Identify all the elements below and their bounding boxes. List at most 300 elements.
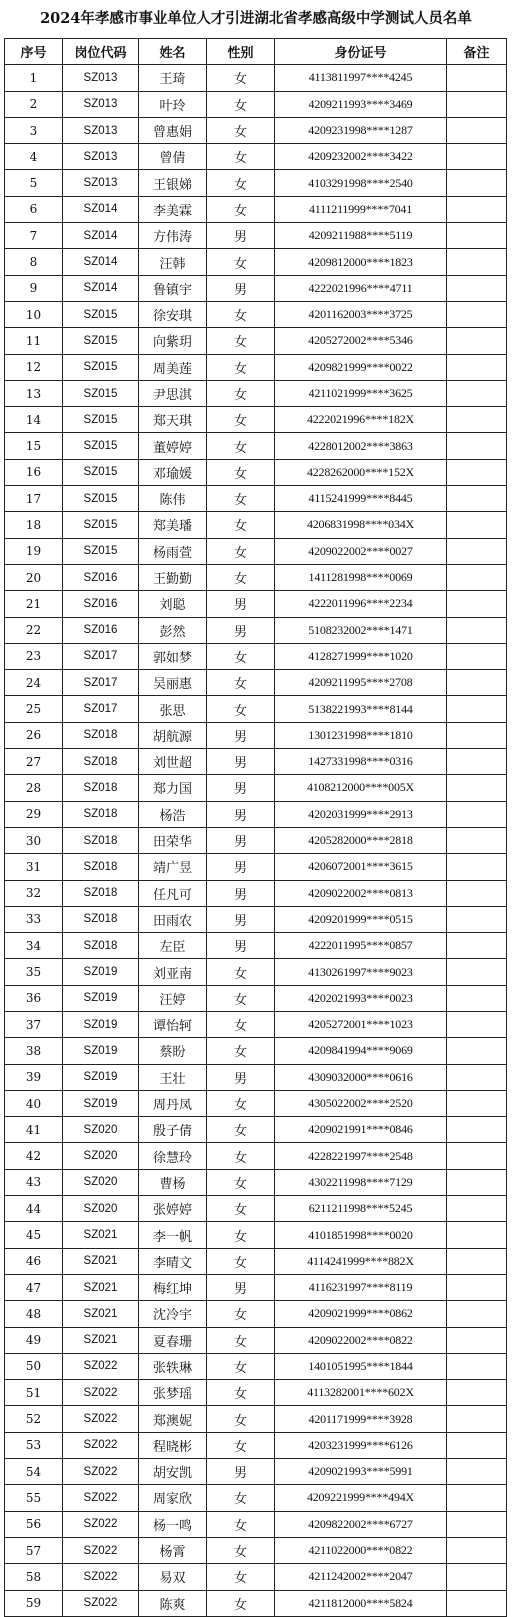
name-cell: 陈爽 [139, 1590, 207, 1616]
post-code-cell: SZ018 [63, 827, 139, 853]
remarks-cell [447, 1169, 507, 1195]
roster-table [4, 38, 507, 1617]
post-code-cell: SZ019 [63, 959, 139, 985]
post-code-cell: SZ015 [63, 380, 139, 406]
seq-cell: 4 [5, 144, 63, 170]
seq-cell: 12 [5, 354, 63, 380]
table-row [5, 854, 507, 880]
post-code-cell: SZ021 [63, 1248, 139, 1274]
seq-cell: 8 [5, 249, 63, 275]
table-row [5, 1169, 507, 1195]
remarks-cell [447, 1090, 507, 1116]
table-row [5, 1459, 507, 1485]
id-number-cell: 4201171999****3928 [275, 1406, 447, 1432]
table-row [5, 1143, 507, 1169]
post-code-cell: SZ022 [63, 1459, 139, 1485]
table-row [5, 1117, 507, 1143]
gender-cell: 女 [207, 1537, 275, 1563]
header-row [5, 39, 507, 65]
header-seq: 序号 [5, 39, 63, 65]
header-remarks: 备注 [447, 39, 507, 65]
remarks-cell [447, 433, 507, 459]
remarks-cell [447, 643, 507, 669]
gender-cell: 女 [207, 1353, 275, 1379]
remarks-cell [447, 1537, 507, 1563]
remarks-cell [447, 670, 507, 696]
table-row [5, 1274, 507, 1300]
gender-cell: 女 [207, 1406, 275, 1432]
seq-cell: 44 [5, 1196, 63, 1222]
id-number-cell: 4206831998****034X [275, 512, 447, 538]
post-code-cell: SZ017 [63, 643, 139, 669]
table-row [5, 1380, 507, 1406]
name-cell: 周家欣 [139, 1485, 207, 1511]
remarks-cell [447, 1432, 507, 1458]
name-cell: 郑美璠 [139, 512, 207, 538]
remarks-cell [447, 1248, 507, 1274]
seq-cell: 37 [5, 1011, 63, 1037]
seq-cell: 11 [5, 328, 63, 354]
gender-cell: 男 [207, 801, 275, 827]
seq-cell: 41 [5, 1117, 63, 1143]
remarks-cell [447, 328, 507, 354]
id-number-cell: 4211021999****3625 [275, 380, 447, 406]
remarks-cell [447, 1459, 507, 1485]
post-code-cell: SZ022 [63, 1380, 139, 1406]
gender-cell: 男 [207, 906, 275, 932]
post-code-cell: SZ013 [63, 117, 139, 143]
gender-cell: 女 [207, 1038, 275, 1064]
gender-cell: 男 [207, 1459, 275, 1485]
seq-cell: 51 [5, 1380, 63, 1406]
table-row [5, 433, 507, 459]
remarks-cell [447, 1301, 507, 1327]
post-code-cell: SZ022 [63, 1353, 139, 1379]
name-cell: 李晴文 [139, 1248, 207, 1274]
seq-cell: 49 [5, 1327, 63, 1353]
table-row [5, 1485, 507, 1511]
remarks-cell [447, 880, 507, 906]
remarks-cell [447, 538, 507, 564]
post-code-cell: SZ018 [63, 749, 139, 775]
seq-cell: 57 [5, 1537, 63, 1563]
post-code-cell: SZ021 [63, 1274, 139, 1300]
id-number-cell: 4116231997****8119 [275, 1274, 447, 1300]
table-row [5, 275, 507, 301]
post-code-cell: SZ020 [63, 1196, 139, 1222]
name-cell: 彭然 [139, 617, 207, 643]
post-code-cell: SZ015 [63, 328, 139, 354]
gender-cell: 女 [207, 1117, 275, 1143]
name-cell: 谭怡轲 [139, 1011, 207, 1037]
table-row [5, 1511, 507, 1537]
gender-cell: 女 [207, 407, 275, 433]
id-number-cell: 4305022002****2520 [275, 1090, 447, 1116]
table-row [5, 407, 507, 433]
name-cell: 胡航源 [139, 722, 207, 748]
table-row [5, 1590, 507, 1616]
remarks-cell [447, 249, 507, 275]
table-row [5, 959, 507, 985]
gender-cell: 女 [207, 91, 275, 117]
name-cell: 郑澳妮 [139, 1406, 207, 1432]
remarks-cell [447, 722, 507, 748]
id-number-cell: 4103291998****2540 [275, 170, 447, 196]
table-row [5, 1038, 507, 1064]
id-number-cell: 4209021993****5991 [275, 1459, 447, 1485]
name-cell: 张婷婷 [139, 1196, 207, 1222]
seq-cell: 20 [5, 564, 63, 590]
seq-cell: 39 [5, 1064, 63, 1090]
remarks-cell [447, 1143, 507, 1169]
gender-cell: 男 [207, 1274, 275, 1300]
id-number-cell: 4209201999****0515 [275, 906, 447, 932]
gender-cell: 女 [207, 959, 275, 985]
table-row [5, 380, 507, 406]
id-number-cell: 4114241999****882X [275, 1248, 447, 1274]
gender-cell: 男 [207, 617, 275, 643]
name-cell: 尹思淇 [139, 380, 207, 406]
name-cell: 郑力国 [139, 775, 207, 801]
name-cell: 任凡可 [139, 880, 207, 906]
name-cell: 郭如梦 [139, 643, 207, 669]
post-code-cell: SZ020 [63, 1117, 139, 1143]
header-id-number: 身份证号 [275, 39, 447, 65]
remarks-cell [447, 1064, 507, 1090]
post-code-cell: SZ016 [63, 591, 139, 617]
remarks-cell [447, 380, 507, 406]
name-cell: 蔡盼 [139, 1038, 207, 1064]
table-row [5, 722, 507, 748]
seq-cell: 56 [5, 1511, 63, 1537]
seq-cell: 25 [5, 696, 63, 722]
gender-cell: 女 [207, 1327, 275, 1353]
id-number-cell: 4206072001****3615 [275, 854, 447, 880]
seq-cell: 22 [5, 617, 63, 643]
name-cell: 刘世超 [139, 749, 207, 775]
post-code-cell: SZ016 [63, 617, 139, 643]
gender-cell: 女 [207, 564, 275, 590]
gender-cell: 女 [207, 117, 275, 143]
table-row [5, 144, 507, 170]
remarks-cell [447, 1222, 507, 1248]
table-row [5, 1301, 507, 1327]
remarks-cell [447, 1511, 507, 1537]
gender-cell: 女 [207, 1169, 275, 1195]
name-cell: 汪婷 [139, 985, 207, 1011]
name-cell: 靖广昱 [139, 854, 207, 880]
id-number-cell: 4209841994****9069 [275, 1038, 447, 1064]
table-row [5, 1064, 507, 1090]
remarks-cell [447, 1274, 507, 1300]
seq-cell: 14 [5, 407, 63, 433]
gender-cell: 男 [207, 854, 275, 880]
id-number-cell: 4108212000****005X [275, 775, 447, 801]
remarks-cell [447, 1406, 507, 1432]
gender-cell: 女 [207, 696, 275, 722]
table-row [5, 564, 507, 590]
name-cell: 左臣 [139, 933, 207, 959]
name-cell: 田雨农 [139, 906, 207, 932]
header-name: 姓名 [139, 39, 207, 65]
name-cell: 刘亚南 [139, 959, 207, 985]
table-row [5, 1248, 507, 1274]
post-code-cell: SZ022 [63, 1590, 139, 1616]
seq-cell: 16 [5, 459, 63, 485]
post-code-cell: SZ019 [63, 985, 139, 1011]
name-cell: 田荣华 [139, 827, 207, 853]
post-code-cell: SZ013 [63, 65, 139, 91]
gender-cell: 男 [207, 275, 275, 301]
table-row [5, 1196, 507, 1222]
id-number-cell: 4115241999****8445 [275, 486, 447, 512]
gender-cell: 女 [207, 1301, 275, 1327]
gender-cell: 女 [207, 670, 275, 696]
name-cell: 周丹凤 [139, 1090, 207, 1116]
table-row [5, 801, 507, 827]
table-row [5, 643, 507, 669]
gender-cell: 女 [207, 1564, 275, 1590]
seq-cell: 48 [5, 1301, 63, 1327]
seq-cell: 7 [5, 223, 63, 249]
post-code-cell: SZ022 [63, 1485, 139, 1511]
gender-cell: 男 [207, 1064, 275, 1090]
table-row [5, 1406, 507, 1432]
table-row [5, 486, 507, 512]
gender-cell: 女 [207, 65, 275, 91]
post-code-cell: SZ022 [63, 1537, 139, 1563]
seq-cell: 52 [5, 1406, 63, 1432]
remarks-cell [447, 1590, 507, 1616]
gender-cell: 女 [207, 1011, 275, 1037]
seq-cell: 47 [5, 1274, 63, 1300]
seq-cell: 54 [5, 1459, 63, 1485]
gender-cell: 男 [207, 223, 275, 249]
post-code-cell: SZ018 [63, 722, 139, 748]
remarks-cell [447, 617, 507, 643]
name-cell: 徐安琪 [139, 301, 207, 327]
post-code-cell: SZ017 [63, 670, 139, 696]
remarks-cell [447, 223, 507, 249]
post-code-cell: SZ018 [63, 801, 139, 827]
table-row [5, 459, 507, 485]
post-code-cell: SZ015 [63, 407, 139, 433]
id-number-cell: 4228262000****152X [275, 459, 447, 485]
seq-cell: 19 [5, 538, 63, 564]
id-number-cell: 4209211988****5119 [275, 223, 447, 249]
gender-cell: 女 [207, 512, 275, 538]
id-number-cell: 4222011996****2234 [275, 591, 447, 617]
gender-cell: 女 [207, 1196, 275, 1222]
id-number-cell: 4209022002****0813 [275, 880, 447, 906]
id-number-cell: 4209021999****0862 [275, 1301, 447, 1327]
post-code-cell: SZ019 [63, 1064, 139, 1090]
remarks-cell [447, 854, 507, 880]
id-number-cell: 4209231998****1287 [275, 117, 447, 143]
post-code-cell: SZ021 [63, 1301, 139, 1327]
post-code-cell: SZ021 [63, 1327, 139, 1353]
id-number-cell: 4128271999****1020 [275, 643, 447, 669]
gender-cell: 女 [207, 1090, 275, 1116]
remarks-cell [447, 117, 507, 143]
name-cell: 曾倩 [139, 144, 207, 170]
name-cell: 李美霖 [139, 196, 207, 222]
remarks-cell [447, 827, 507, 853]
seq-cell: 35 [5, 959, 63, 985]
seq-cell: 2 [5, 91, 63, 117]
gender-cell: 女 [207, 328, 275, 354]
post-code-cell: SZ015 [63, 301, 139, 327]
name-cell: 王银娣 [139, 170, 207, 196]
name-cell: 陈伟 [139, 486, 207, 512]
id-number-cell: 4228012002****3863 [275, 433, 447, 459]
remarks-cell [447, 512, 507, 538]
gender-cell: 女 [207, 1511, 275, 1537]
table-row [5, 670, 507, 696]
id-number-cell: 4205282000****2818 [275, 827, 447, 853]
gender-cell: 女 [207, 380, 275, 406]
id-number-cell: 4113282001****602X [275, 1380, 447, 1406]
remarks-cell [447, 407, 507, 433]
table-row [5, 328, 507, 354]
table-row [5, 617, 507, 643]
seq-cell: 31 [5, 854, 63, 880]
name-cell: 徐慧玲 [139, 1143, 207, 1169]
post-code-cell: SZ014 [63, 223, 139, 249]
name-cell: 向紫玥 [139, 328, 207, 354]
remarks-cell [447, 144, 507, 170]
seq-cell: 33 [5, 906, 63, 932]
remarks-cell [447, 275, 507, 301]
table-row [5, 512, 507, 538]
table-row [5, 91, 507, 117]
remarks-cell [447, 196, 507, 222]
header-gender: 性别 [207, 39, 275, 65]
gender-cell: 女 [207, 1380, 275, 1406]
gender-cell: 女 [207, 1432, 275, 1458]
id-number-cell: 4209211995****2708 [275, 670, 447, 696]
table-row [5, 65, 507, 91]
post-code-cell: SZ018 [63, 933, 139, 959]
post-code-cell: SZ013 [63, 144, 139, 170]
post-code-cell: SZ015 [63, 486, 139, 512]
seq-cell: 36 [5, 985, 63, 1011]
id-number-cell: 6211211998****5245 [275, 1196, 447, 1222]
name-cell: 王壮 [139, 1064, 207, 1090]
id-number-cell: 4202031999****2913 [275, 801, 447, 827]
remarks-cell [447, 564, 507, 590]
table-row [5, 1353, 507, 1379]
remarks-cell [447, 775, 507, 801]
name-cell: 殷子倩 [139, 1117, 207, 1143]
id-number-cell: 1411281998****0069 [275, 564, 447, 590]
post-code-cell: SZ018 [63, 880, 139, 906]
name-cell: 董婷婷 [139, 433, 207, 459]
post-code-cell: SZ018 [63, 775, 139, 801]
gender-cell: 女 [207, 486, 275, 512]
post-code-cell: SZ015 [63, 538, 139, 564]
gender-cell: 女 [207, 1222, 275, 1248]
id-number-cell: 4222021996****4711 [275, 275, 447, 301]
gender-cell: 女 [207, 538, 275, 564]
remarks-cell [447, 1353, 507, 1379]
id-number-cell: 4309032000****0616 [275, 1064, 447, 1090]
id-number-cell: 4209821999****0022 [275, 354, 447, 380]
id-number-cell: 4209221999****494X [275, 1485, 447, 1511]
id-number-cell: 4113811997****4245 [275, 65, 447, 91]
post-code-cell: SZ019 [63, 1090, 139, 1116]
seq-cell: 46 [5, 1248, 63, 1274]
seq-cell: 43 [5, 1169, 63, 1195]
seq-cell: 18 [5, 512, 63, 538]
id-number-cell: 1427331998****0316 [275, 749, 447, 775]
id-number-cell: 5138221993****8144 [275, 696, 447, 722]
seq-cell: 45 [5, 1222, 63, 1248]
table-row [5, 1564, 507, 1590]
table-row [5, 696, 507, 722]
seq-cell: 6 [5, 196, 63, 222]
name-cell: 周美莲 [139, 354, 207, 380]
seq-cell: 38 [5, 1038, 63, 1064]
id-number-cell: 4203231999****6126 [275, 1432, 447, 1458]
name-cell: 杨一鸣 [139, 1511, 207, 1537]
name-cell: 张梦瑶 [139, 1380, 207, 1406]
id-number-cell: 4209812000****1823 [275, 249, 447, 275]
seq-cell: 32 [5, 880, 63, 906]
name-cell: 张思 [139, 696, 207, 722]
id-number-cell: 4209022002****0822 [275, 1327, 447, 1353]
roster-body [5, 65, 507, 1617]
post-code-cell: SZ022 [63, 1564, 139, 1590]
id-number-cell: 4302211998****7129 [275, 1169, 447, 1195]
gender-cell: 女 [207, 643, 275, 669]
remarks-cell [447, 696, 507, 722]
seq-cell: 34 [5, 933, 63, 959]
table-row [5, 1432, 507, 1458]
gender-cell: 女 [207, 459, 275, 485]
post-code-cell: SZ022 [63, 1406, 139, 1432]
name-cell: 杨雨萱 [139, 538, 207, 564]
remarks-cell [447, 1485, 507, 1511]
gender-cell: 女 [207, 144, 275, 170]
gender-cell: 男 [207, 749, 275, 775]
remarks-cell [447, 801, 507, 827]
table-row [5, 1537, 507, 1563]
table-row [5, 985, 507, 1011]
remarks-cell [447, 959, 507, 985]
seq-cell: 21 [5, 591, 63, 617]
table-row [5, 170, 507, 196]
remarks-cell [447, 906, 507, 932]
seq-cell: 40 [5, 1090, 63, 1116]
seq-cell: 10 [5, 301, 63, 327]
table-row [5, 117, 507, 143]
seq-cell: 28 [5, 775, 63, 801]
name-cell: 梅红坤 [139, 1274, 207, 1300]
name-cell: 程晓彬 [139, 1432, 207, 1458]
name-cell: 夏春珊 [139, 1327, 207, 1353]
table-row [5, 196, 507, 222]
post-code-cell: SZ022 [63, 1511, 139, 1537]
remarks-cell [447, 91, 507, 117]
seq-cell: 30 [5, 827, 63, 853]
seq-cell: 24 [5, 670, 63, 696]
id-number-cell: 5108232002****1471 [275, 617, 447, 643]
seq-cell: 59 [5, 1590, 63, 1616]
table-row [5, 223, 507, 249]
gender-cell: 女 [207, 1485, 275, 1511]
table-row [5, 933, 507, 959]
